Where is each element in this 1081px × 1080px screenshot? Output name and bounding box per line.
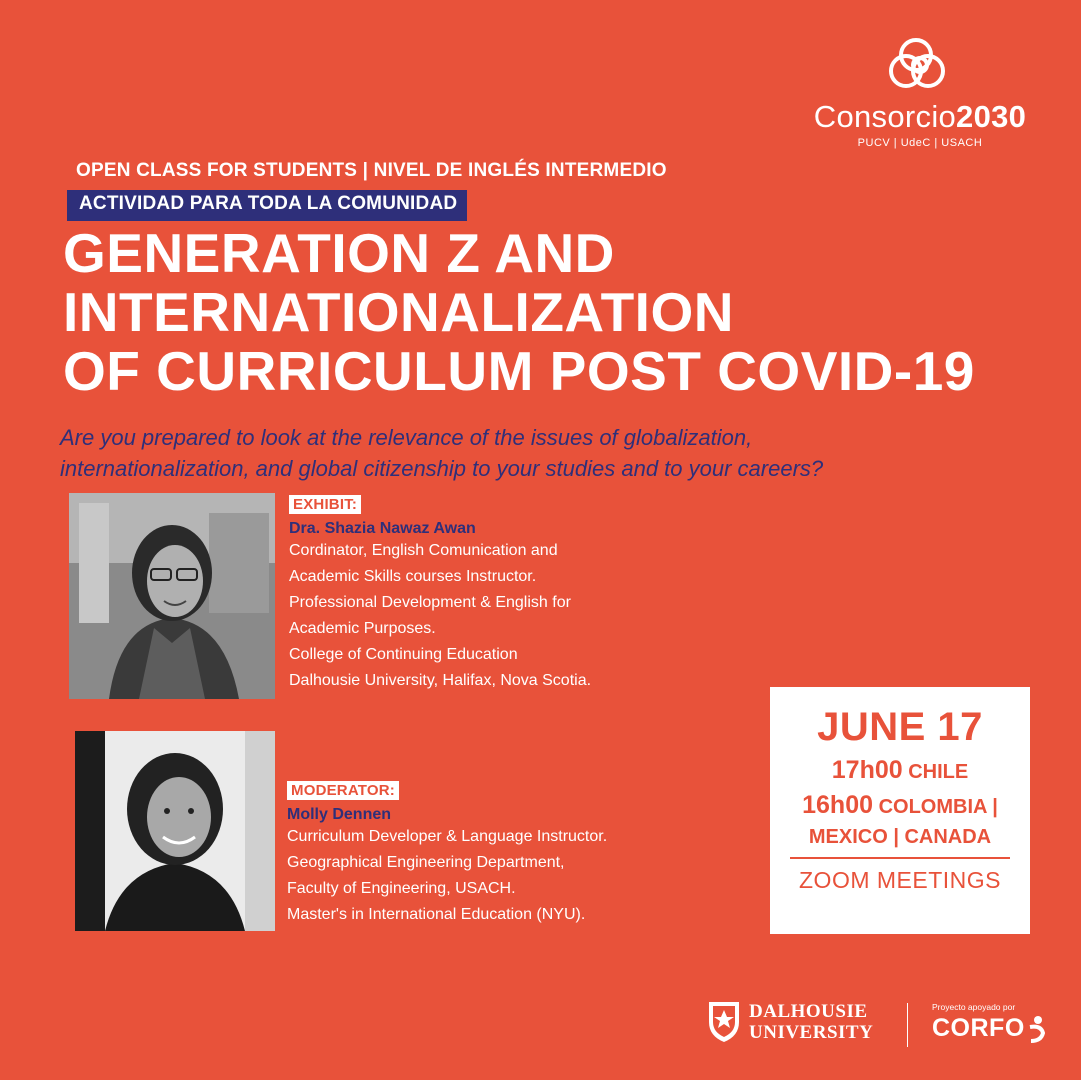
moderator-detail-line: Master's in International Education (NYU). — [287, 906, 586, 923]
corfo-caption: Proyecto apoyado por — [932, 1002, 1016, 1012]
consorcio-members: PUCV | UdeC | USACH — [857, 137, 983, 149]
time-colombia-label: COLOMBIA | — [878, 796, 998, 818]
open-class-kicker: OPEN CLASS FOR STUDENTS | NIVEL DE INGLÉS INTERMEDIO — [76, 160, 667, 181]
exhibit-detail-line: Academic Purposes. — [289, 620, 436, 637]
corfo-figure-icon — [1027, 1015, 1045, 1043]
title-line: GENERATION Z AND — [63, 222, 615, 284]
moderator-detail-line: Curriculum Developer & Language Instructor. — [287, 828, 608, 845]
dalhousie-line: DALHOUSIE — [749, 1001, 868, 1022]
consorcio-name — [800, 99, 1040, 135]
time-chile-value: 17h00 — [831, 756, 903, 784]
university-line: UNIVERSITY — [749, 1022, 874, 1043]
exhibit-detail-line: Professional Development & English for — [289, 594, 571, 611]
dalhousie-crest-icon — [707, 1000, 741, 1044]
title-line: INTERNATIONALIZATION — [63, 281, 734, 343]
consorcio-name-text: Consorcio — [813, 99, 957, 134]
event-question — [60, 422, 1060, 484]
time-colombia-value: 16h00 — [802, 791, 874, 819]
consorcio-rings-icon — [884, 35, 956, 97]
event-title — [63, 224, 1063, 401]
dalhousie-logo — [707, 1000, 873, 1044]
moderator-detail-line: Geographical Engineering Department, — [287, 854, 565, 871]
event-platform: ZOOM MEETINGS — [799, 867, 1001, 893]
exhibit-detail-line: College of Continuing Education — [289, 646, 518, 663]
moderator-info — [287, 781, 757, 928]
exhibit-speaker-photo — [69, 493, 275, 699]
time-chile — [770, 756, 1030, 785]
time-others: MEXICO | CANADA — [808, 826, 992, 848]
event-date-box — [770, 687, 1030, 934]
date-divider — [790, 857, 1010, 859]
exhibit-speaker-name: Dra. Shazia Nawaz Awan — [289, 520, 476, 537]
moderator-speaker-name: Molly Dennen — [287, 806, 392, 823]
dalhousie-wordmark — [749, 1001, 873, 1043]
corfo-wordmark — [932, 1014, 1045, 1043]
footer-divider — [907, 1003, 908, 1047]
question-line: internationalization, and global citizenship to your studies and to your careers? — [60, 456, 824, 481]
title-line: OF CURRICULUM POST COVID-19 — [63, 340, 975, 402]
consorcio-logo — [800, 35, 1040, 149]
exhibit-detail-line: Cordinator, English Comunication and — [289, 542, 558, 559]
moderator-role-tag: MODERATOR: — [287, 781, 399, 800]
exhibit-info — [289, 495, 759, 694]
exhibit-detail-line: Academic Skills courses Instructor. — [289, 568, 537, 585]
moderator-speaker-photo — [75, 731, 275, 931]
community-tag: ACTIVIDAD PARA TODA LA COMUNIDAD — [67, 190, 467, 221]
question-line: Are you prepared to look at the relevance of the issues of globalization, — [60, 425, 753, 450]
corfo-name: CORFO — [932, 1014, 1025, 1042]
consorcio-year: 2030 — [956, 99, 1027, 134]
exhibit-role-tag: EXHIBIT: — [289, 495, 361, 514]
time-chile-label: CHILE — [908, 761, 969, 783]
event-date: JUNE 17 — [817, 705, 983, 749]
exhibit-detail-line: Dalhousie University, Halifax, Nova Scotia. — [289, 672, 592, 689]
moderator-detail-line: Faculty of Engineering, USACH. — [287, 880, 516, 897]
time-colombia — [770, 791, 1030, 820]
corfo-logo — [932, 1002, 1045, 1043]
